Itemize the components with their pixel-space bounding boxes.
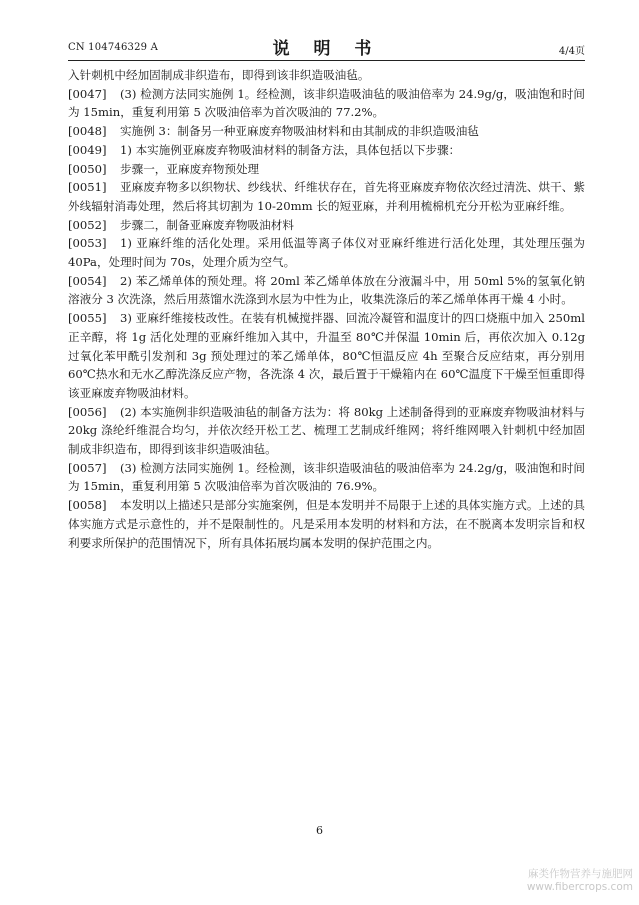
paragraph-number: [0047] [68,86,107,101]
paragraph-number: [0053] [68,236,107,251]
paragraph-0047 [68,85,585,122]
paragraph-text: 步骤二，制备亚麻废弃物吸油材料 [120,217,294,232]
paragraph-0051 [68,178,585,215]
paragraph-0055 [68,309,585,403]
paragraph-text: (3) 检测方法同实施例 1。经检测，该非织造吸油毡的吸油倍率为 24.9g/g，吸油饱和时间为 15min，重复利用第 5 次吸油倍率为首次吸油的 77.2%。 [68,86,585,120]
page-header [68,34,585,61]
paragraph-text: (2) 本实施例非织造吸油毡的制备方法为：将 80kg 上述制备得到的亚麻废弃物吸油材料与 20kg 涤纶纤维混合均匀，并依次经开松工艺、梳理工艺制成纤维网；将纤维网喂入针刺机中经加固制成非织造布，即得到该非织造吸油毡。 [68,404,585,457]
paragraph-text: 本发明以上描述只是部分实施案例，但是本发明并不局限于上述的具体实施方式。上述的具体实施方式是示意性的，并不是限制性的。凡是采用本发明的材料和方法，在不脱离本发明宗旨和权利要求所保护的范围情况下，所有具体拓展均属本发明的保护范围之内。 [68,498,585,550]
paragraph-number: [0057] [68,460,107,475]
paragraph-text: 2) 苯乙烯单体的预处理。将 20ml 苯乙烯单体放在分液漏斗中，用 50ml 5%的氢氧化钠溶液分 3 次洗涤，然后用蒸馏水洗涤到水层为中性为止，收集洗涤后的苯乙烯单体再干燥 4 小时。 [68,273,585,307]
watermark [527,868,633,894]
paragraph-text: (3) 检测方法同实施例 1。经检测，该非织造吸油毡的吸油倍率为 24.2g/g，吸油饱和时间为 15min，重复利用第 5 次吸油倍率为首次吸油的 76.9%。 [68,460,585,494]
continuation-text: 入针刺机中经加固制成非织造布，即得到该非织造吸油毡。 [68,68,370,82]
document-title: 说 明 书 [272,39,381,59]
paragraph-number: [0049] [68,142,107,157]
paragraph-number: [0048] [68,124,107,139]
document-body [68,66,585,552]
paragraph-number: [0051] [68,180,107,195]
paragraph-0048 [68,122,585,141]
watermark-url: www.fibercrops.com [526,881,633,893]
paragraph-number: [0056] [68,404,107,419]
paragraph-0057 [68,459,585,496]
paragraph-text: 步骤一，亚麻废弃物预处理 [120,161,260,176]
paragraph-0058 [68,496,585,552]
paragraph-text: 亚麻废弃物多以织物状、纱线状、纤维状存在，首先将亚麻废弃物依次经过清洗、烘干、紫外线辐射消毒处理，然后将其切割为 10-20mm 长的短亚麻，并利用梳棉机充分开松为亚麻纤维。 [68,180,585,213]
paragraph-number: [0050] [68,161,107,176]
paragraph-0054 [68,272,585,309]
paragraph-number: [0052] [68,217,107,232]
paragraph-0052 [68,216,585,235]
page-number: 6 [316,824,323,837]
paragraph-0053 [68,234,585,271]
paragraph-number: [0054] [68,273,107,288]
paragraph-0050 [68,160,585,179]
page-of-indicator: 4/4页 [558,46,585,57]
paragraph-number: [0058] [68,498,107,513]
paragraph-text: 1) 本实施例亚麻废弃物吸油材料的制备方法，具体包括以下步骤： [120,142,461,157]
paragraph-text: 1) 亚麻纤维的活化处理。采用低温等离子体仪对亚麻纤维进行活化处理，其处理压强为 40Pa，处理时间为 70s，处理介质为空气。 [68,236,585,270]
paragraph-text: 实施例 3：制备另一种亚麻废弃物吸油材料和由其制成的非织造吸油毡 [120,124,479,139]
paragraph-text: 3) 亚麻纤维接枝改性。在装有机械搅拌器、回流冷凝管和温度计的四口烧瓶中加入 250ml 正辛醇，将 1g 活化处理的亚麻纤维加入其中，升温至 80℃并保温 10min 后，再依次加入 0.12g 过氧化苯甲酰引发剂和 3g 预处理过的苯乙烯单体，80℃恒温反应 4h 至聚合反应结束，再分别用 60℃热水和无水乙醇洗涤反应产物，各洗涤 4 次，最后置于干燥箱内在 60℃温度下干燥至恒重即得该亚麻废弃物吸油材料。 [68,311,585,400]
patent-number: CN 104746329 A [68,42,159,53]
paragraph-0056 [68,403,585,459]
watermark-site-name: 麻类作物营养与施肥网 [528,868,633,880]
paragraph-number: [0055] [68,311,107,326]
paragraph-0049 [68,141,585,160]
